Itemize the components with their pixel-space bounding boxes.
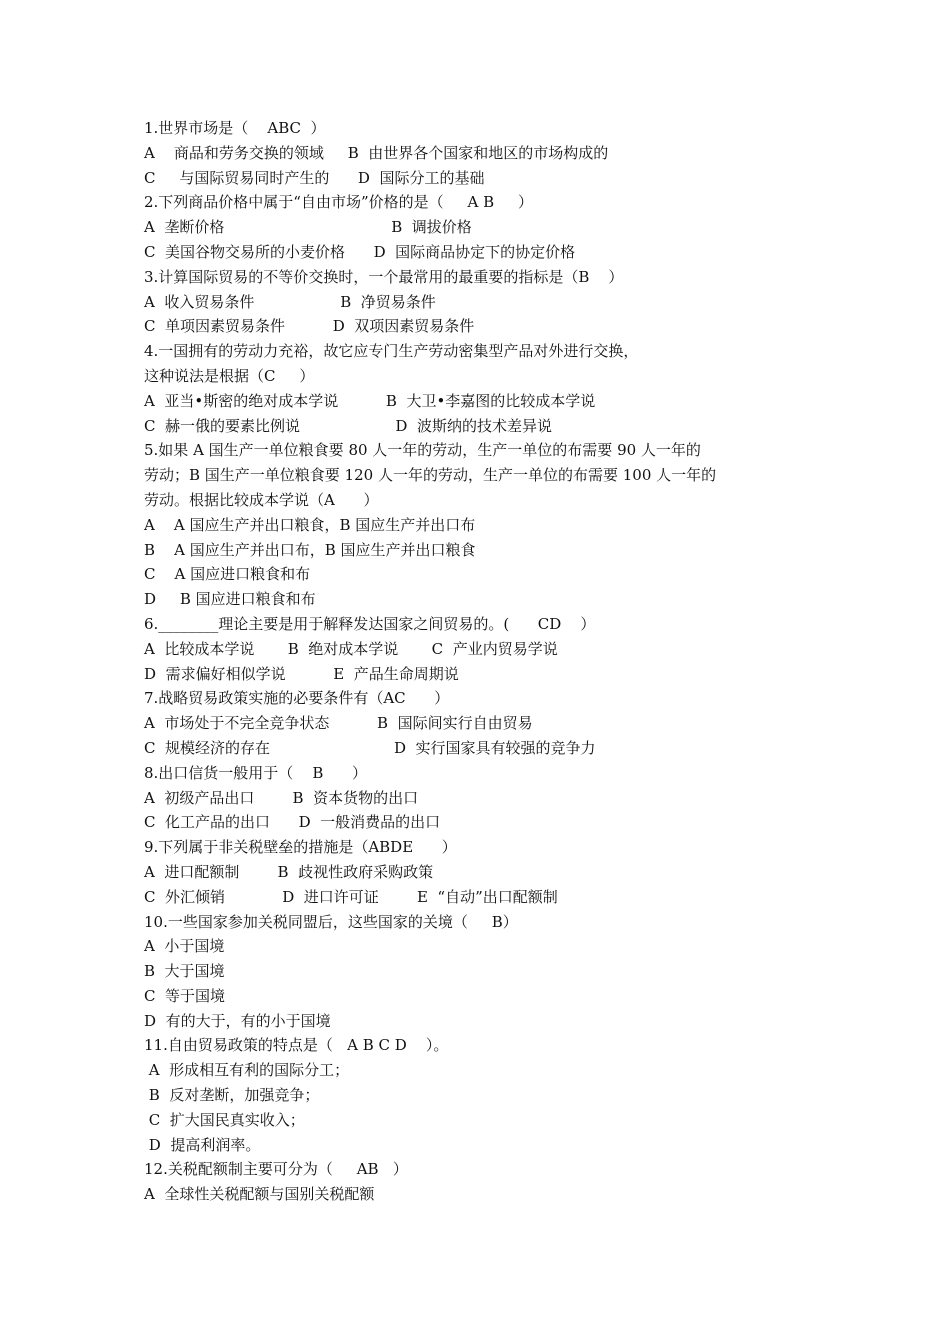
- text-line: 10.一些国家参加关税同盟后，这些国家的关境（ B）: [144, 912, 518, 931]
- text-line: C A 国应进口粮食和布: [144, 565, 311, 584]
- document-page: [144, 116, 844, 1207]
- text-line: 7.战略贸易政策实施的必要条件有（AC ）: [144, 689, 450, 708]
- text-line: C 扩大国民真实收入；: [144, 1110, 305, 1129]
- text-line: A 比较成本学说 B 绝对成本学说 C 产业内贸易学说: [144, 639, 558, 658]
- text-line: 9.下列属于非关税壁垒的措施是（ABDE ）: [144, 838, 457, 857]
- text-line: B A 国应生产并出口布，B 国应生产并出口粮食: [144, 540, 476, 559]
- text-line: A 商品和劳务交换的领域 B 由世界各个国家和地区的市场构成的: [144, 143, 609, 162]
- text-line: D 需求偏好相似学说 E 产品生命周期说: [144, 664, 459, 683]
- text-line: B 反对垄断，加强竞争；: [144, 1086, 320, 1105]
- text-line: 1.世界市场是（ ABC ）: [144, 119, 326, 137]
- text-line: A 进口配额制 B 歧视性政府采购政策: [144, 862, 434, 881]
- text-line: A 垄断价格 B 调拔价格: [144, 218, 472, 237]
- text-line: C 外汇倾销 D 进口许可证 E “自动”出口配额制: [144, 887, 558, 906]
- text-line: 11.自由贸易政策的特点是（ A B C D ）。: [144, 1036, 449, 1055]
- text-line: 6.________理论主要是用于解释发达国家之间贸易的。( CD ）: [144, 614, 596, 633]
- text-line: A A 国应生产并出口粮食，B 国应生产并出口布: [144, 515, 476, 534]
- text-line: 8.出口信货一般用于（ B ）: [144, 763, 368, 782]
- text-line: A 收入贸易条件 B 净贸易条件: [144, 292, 436, 311]
- text-line: C 与国际贸易同时产生的 D 国际分工的基础: [144, 168, 485, 187]
- text-line: D 有的大于，有的小于国境: [144, 1011, 331, 1030]
- text-line: B 大于国境: [144, 962, 225, 981]
- text-line: 劳动；B 国生产一单位粮食要 120 人一年的劳动，生产一单位的布需要 100 人一年的: [144, 466, 717, 485]
- text-line: A 初级产品出口 B 资本货物的出口: [144, 788, 419, 807]
- text-line: 5.如果 A 国生产一单位粮食要 80 人一年的劳动，生产一单位的布需要 90 人一年的: [144, 441, 701, 460]
- text-line: 3.计算国际贸易的不等价交换时，一个最常用的最重要的指标是（B ）: [144, 267, 624, 286]
- text-line: A 全球性关税配额与国别关税配额: [144, 1185, 375, 1204]
- text-line: 这种说法是根据（C ）: [144, 366, 315, 385]
- text-line: D B 国应进口粮食和布: [144, 590, 316, 609]
- text-line: A 亚当•斯密的绝对成本学说 B 大卫•李嘉图的比较成本学说: [144, 391, 596, 410]
- text-line: 劳动。根据比较成本学说（A ）: [144, 490, 379, 509]
- text-line: A 形成相互有利的国际分工；: [144, 1061, 350, 1080]
- text-line: 4.一国拥有的劳动力充裕，故它应专门生产劳动密集型产品对外进行交换，: [144, 342, 639, 361]
- text-line: C 单项因素贸易条件 D 双项因素贸易条件: [144, 317, 475, 336]
- text-line: C 美国谷物交易所的小麦价格 D 国际商品协定下的协定价格: [144, 242, 576, 261]
- text-line: C 规模经济的存在 D 实行国家具有较强的竞争力: [144, 738, 596, 757]
- text-line: C 等于国境: [144, 986, 226, 1005]
- text-line: C 化工产品的出口 D 一般消费品的出口: [144, 813, 441, 832]
- text-line: A 市场处于不完全竞争状态 B 国际间实行自由贸易: [144, 714, 533, 733]
- text-line: 2.下列商品价格中属于“自由市场”价格的是（ A B ）: [144, 193, 533, 212]
- text-line: D 提高利润率。: [144, 1135, 261, 1154]
- text-line: A 小于国境: [144, 937, 225, 956]
- text-line: C 赫一俄的要素比例说 D 波斯纳的技术差异说: [144, 416, 552, 435]
- text-line: 12.关税配额制主要可分为（ AB ）: [144, 1160, 408, 1179]
